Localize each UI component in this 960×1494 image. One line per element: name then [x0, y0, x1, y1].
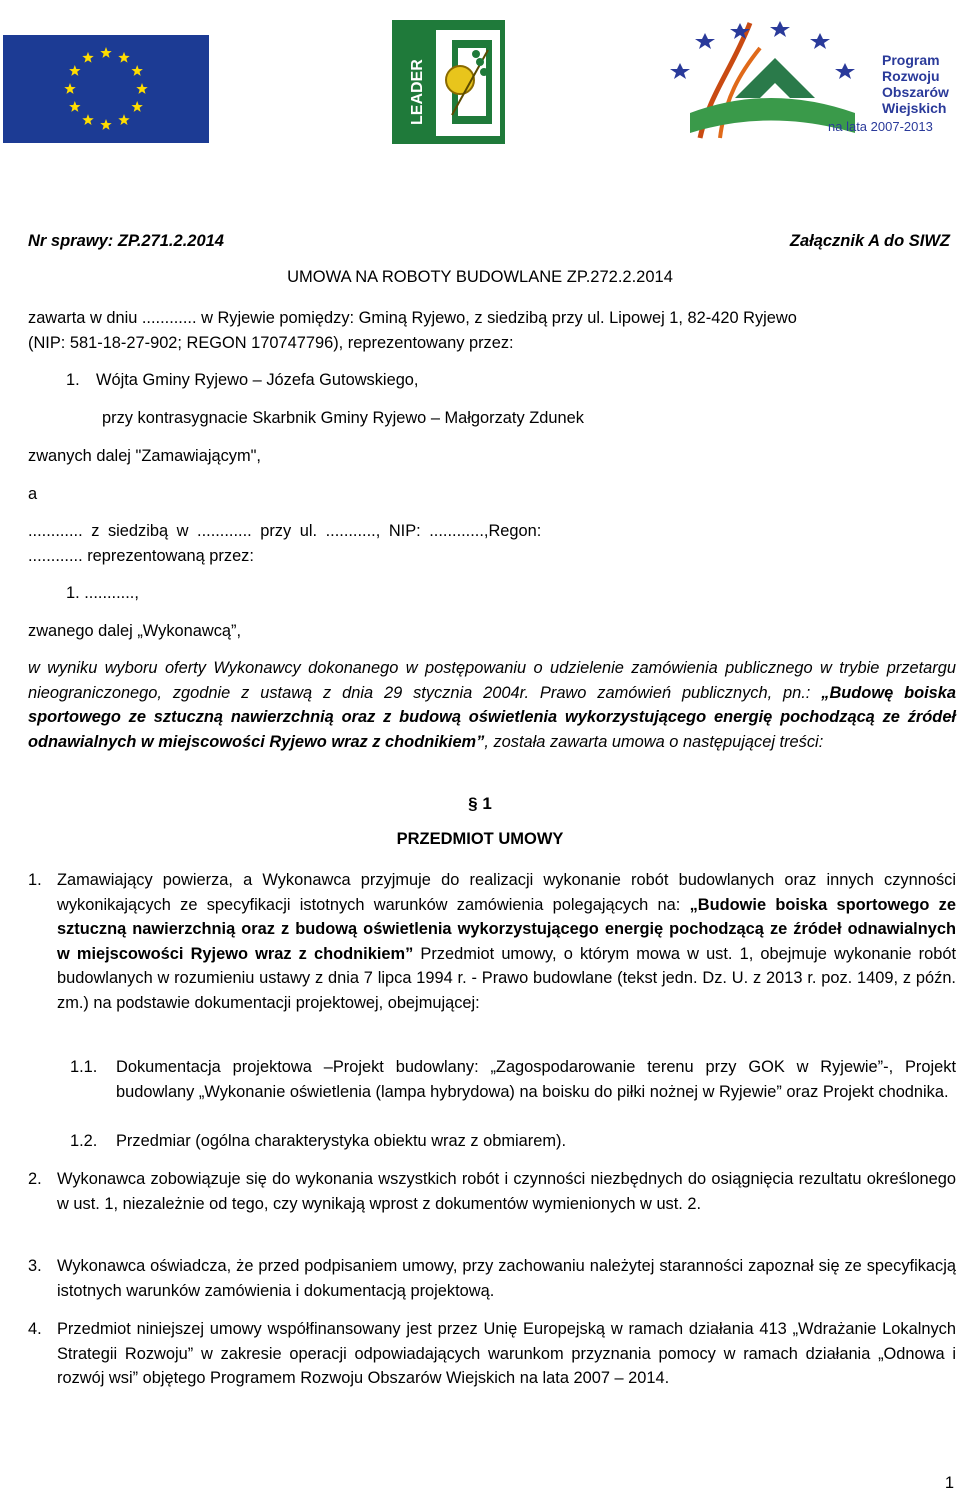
preamble-text-2: , została zawarta umowa o następującej treści:	[484, 732, 824, 751]
representative-name: Wójta Gminy Ryjewo – Józefa Gutowskiego,	[96, 371, 419, 389]
intro-line-1: zawarta w dniu ............ w Ryjewie pomiędzy: Gminą Ryjewo, z siedzibą przy ul. Lipowej 1, 82-420 Ryjewo	[28, 309, 797, 327]
subpoint-1-2-number: 1.2.	[70, 1132, 98, 1150]
preamble-subject: „Budowę boiska sportowego ze sztuczną nawierzchnią oraz z budową oświetlenia wykorzystującego energię pochodzącą ze źródeł odnawialnych w miejscowości Ryjewo wraz z chodnikiem”	[28, 683, 956, 751]
subpoint-1-1	[70, 1055, 956, 1104]
paragraph-4: Przedmiot niniejszej umowy współfinansowany jest przez Unię Europejską w ramach działania 413 „Wdrażanie Lokalnych Strategii Rozwoju” w zakresie operacji odpowiadających warunkom przyznania pomocy w ramach działania „Odnowa i rozwój wsi” objętego Programem Rozwoju Obszarów Wiejskich na lata 2007 – 2014.	[57, 1320, 956, 1387]
intro-line-2: (NIP: 581-18-27-902; REGON 170747796), reprezentowany przez:	[28, 334, 514, 352]
zamawiajacy-def: zwanych dalej "Zamawiającym",	[28, 447, 261, 465]
conjunction-a: a	[28, 485, 38, 503]
attachment-label: Załącznik A do SIWZ	[789, 232, 950, 250]
contract-title: UMOWA NA ROBOTY BUDOWLANE ZP.272.2.2014	[287, 268, 673, 286]
contractor-line-2: ............ reprezentowaną przez:	[28, 547, 254, 565]
p4-number: 4.	[28, 1320, 42, 1338]
paragraph-1	[57, 868, 956, 1015]
wykonawca-def: zwanego dalej „Wykonawcą”,	[28, 622, 242, 640]
subpoint-1-1-text: Dokumentacja projektowa –Projekt budowlany: „Zagospodarowanie terenu przy GOK w Ryjewie”-, Projekt budowlany „Wykonanie oświetlenia (lampa hybrydowa) na boisku do piłki nożnej w Ryjewie” oraz Projekt chodnika.	[116, 1058, 956, 1101]
preamble-text-1: w wyniku wyboru oferty Wykonawcy dokonanego w postępowaniu o udzielenie zamówienia publicznego w trybie przetargu nieograniczonego, zgodnie z ustawą z dnia 29 stycznia 2004r. Prawo zamówień publicznych, pn.:	[28, 659, 956, 702]
p3-number: 3.	[28, 1257, 42, 1275]
section-symbol: § 1	[468, 794, 492, 813]
countersign: przy kontrasygnacie Skarbnik Gminy Ryjewo – Małgorzaty Zdunek	[102, 409, 584, 427]
page-number: 1	[944, 1474, 954, 1492]
prow-text-3: Obszarów	[882, 84, 949, 100]
preamble	[28, 656, 956, 754]
subpoint-1-2	[70, 1129, 956, 1154]
subpoint-1-2-text: Przedmiar (ogólna charakterystyka obiektu wraz z obmiarem).	[116, 1132, 566, 1150]
subpoint-1-1-number: 1.1.	[70, 1058, 98, 1076]
document-header	[28, 232, 950, 256]
contractor-line-1: ............ z siedzibą w ............ przy ul. ..........., NIP: ............,Regon:	[28, 522, 542, 540]
leader-logo-text: LEADER	[409, 59, 426, 125]
p1-subject: „Budowie boiska sportowego ze sztuczną nawierzchnią oraz z budową oświetlenia wykorzystującego energię pochodzącą ze źródeł odnawialnych w miejscowości Ryjewo wraz z chodnikiem”	[57, 895, 956, 963]
paragraph-3: Wykonawca oświadcza, że przed podpisaniem umowy, przy zachowaniu należytej staranności zapoznał się ze specyfikacją istotnych warunków zamówienia i dokumentacją projektową.	[57, 1257, 956, 1300]
representative-number: 1.	[66, 371, 80, 389]
p1-text-b: Przedmiot umowy, o którym mowa w ust. 1, obejmuje wykonanie robót budowlanych w rozumieniu ustawy z dnia 7 lipca 1994 r. - Prawo budowlane (tekst jedn. Dz. U. z 2013 r. poz. 1409, z późn. zm.) na podstawie dokumentacji projektowej, obejmującej:	[57, 944, 956, 1012]
prow-text-4: Wiejskich	[882, 100, 947, 116]
representative	[66, 368, 960, 393]
p1-text-a: Zamawiający powierza, a Wykonawca przyjmuje do realizacji wykonanie robót budowlanych oraz innych czynności wykonikających ze specyfikacji istotnych warunków zamówienia polegających na:	[57, 871, 956, 914]
prow-years: na lata 2007-2013	[828, 119, 933, 134]
contractor-rep: 1. ...........,	[66, 584, 139, 602]
prow-logo	[660, 3, 956, 143]
prow-text-2: Rozwoju	[882, 68, 940, 84]
section-heading: PRZEDMIOT UMOWY	[396, 830, 564, 848]
logo-bar	[0, 0, 960, 150]
p1-number: 1.	[28, 871, 42, 889]
leader-logo	[392, 20, 505, 144]
paragraph-2: Wykonawca zobowiązuje się do wykonania wszystkich robót i czynności niezbędnych do osiągnięcia rezultatu określonego w ust. 1, niezależnie od tego, czy wynikają wprost z dokumentów wymienionych w ust. 2.	[57, 1170, 956, 1213]
p2-number: 2.	[28, 1170, 42, 1188]
eu-flag-logo	[3, 35, 209, 143]
prow-text-1: Program	[882, 52, 940, 68]
case-number: Nr sprawy: ZP.271.2.2014	[28, 232, 224, 250]
